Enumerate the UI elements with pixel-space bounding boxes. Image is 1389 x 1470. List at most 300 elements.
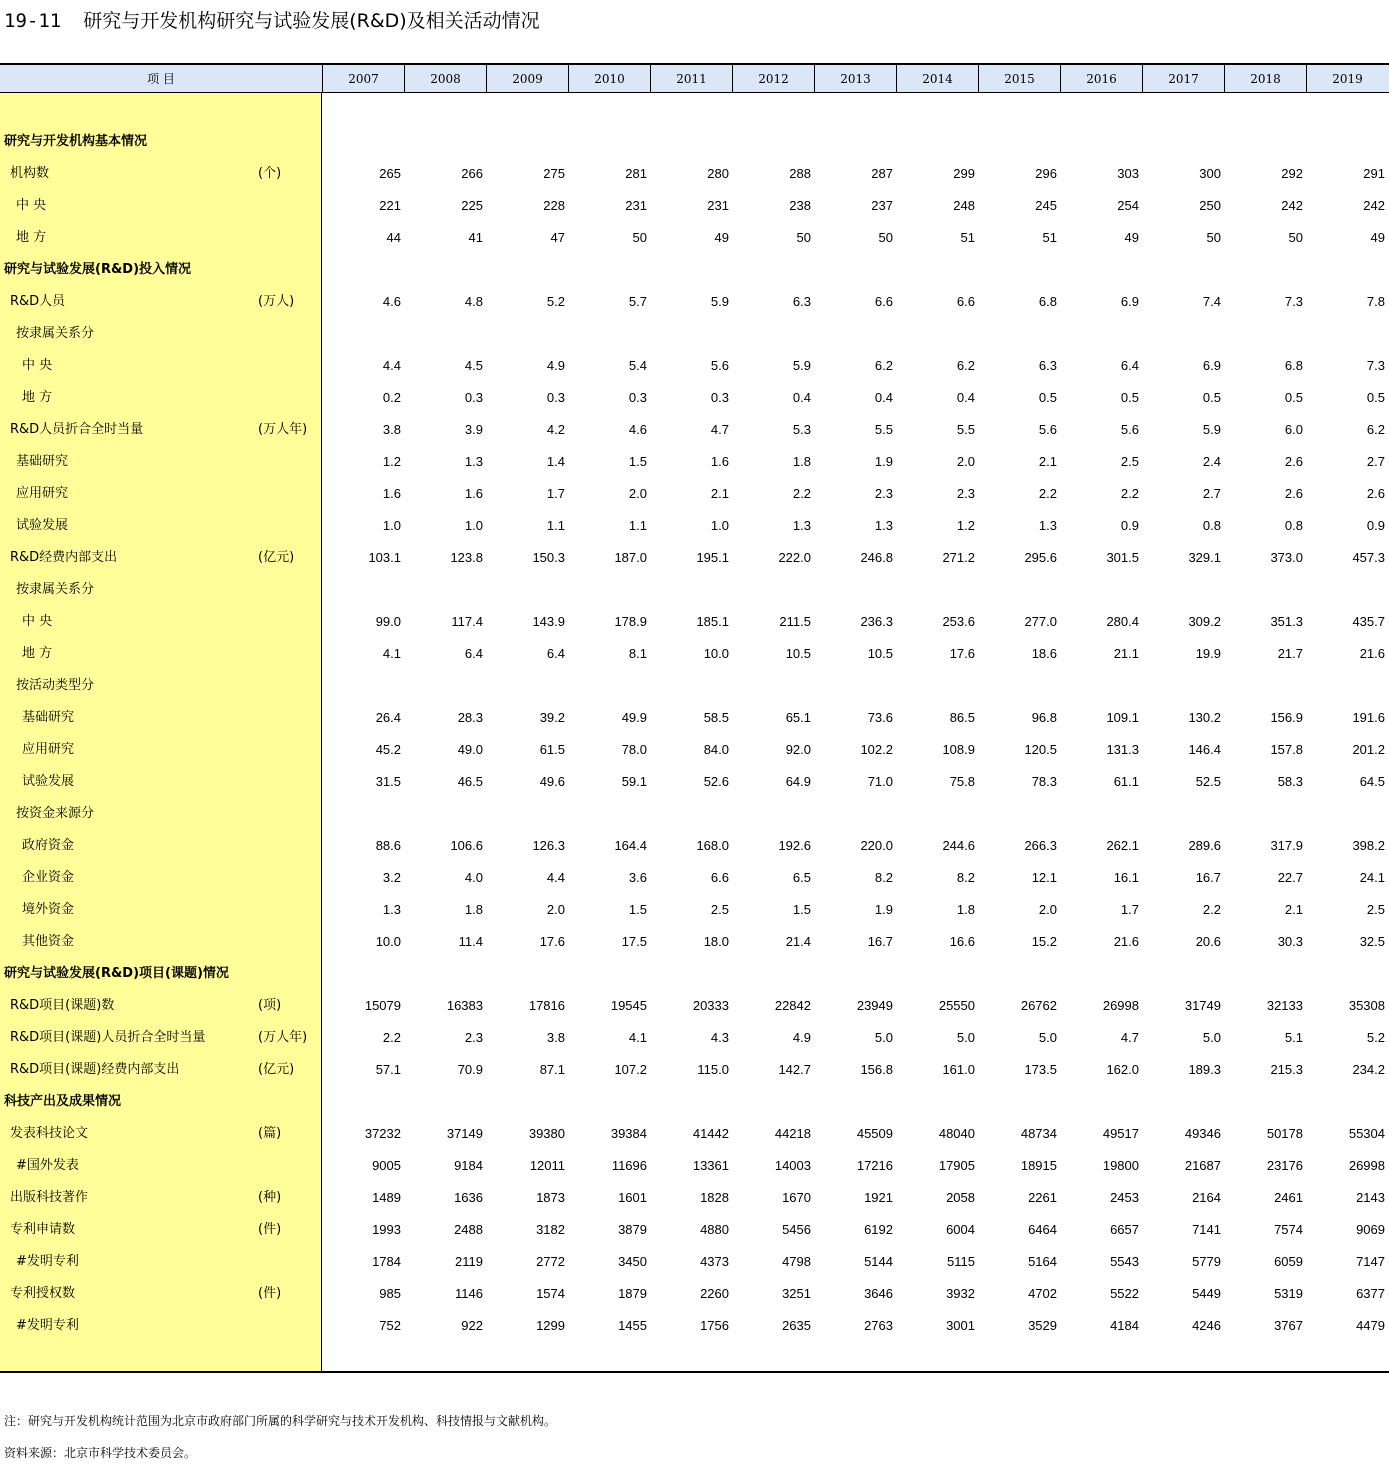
value-cell: 21.4	[785, 934, 811, 949]
value-cell: 102.2	[860, 742, 893, 757]
value-cell: 5543	[1110, 1254, 1139, 1269]
row-label: 地 方	[16, 230, 47, 245]
value-cell: 19800	[1102, 1158, 1139, 1173]
value-cell: 5.0	[1038, 1030, 1057, 1045]
value-cell: 52.6	[703, 774, 729, 789]
value-cell: 2453	[1110, 1190, 1139, 1205]
value-cell: 4.8	[464, 294, 483, 309]
value-cell: 0.3	[546, 390, 565, 405]
value-cell: 3.8	[382, 422, 401, 437]
value-cell: 75.8	[949, 774, 975, 789]
row-unit: (项)	[258, 998, 282, 1013]
value-cell: 1.9	[874, 902, 893, 917]
value-cell: 52.5	[1195, 774, 1221, 789]
value-cell: 70.9	[457, 1062, 483, 1077]
row-label: R&D项目(课题)人员折合全时当量	[10, 1030, 206, 1045]
value-cell: 275	[543, 166, 565, 181]
value-cell: 5.5	[874, 422, 893, 437]
header-year: 2010	[568, 65, 650, 93]
row-unit: (万人年)	[258, 1030, 308, 1045]
value-cell: 309.2	[1188, 614, 1221, 629]
row-label: R&D项目(课题)数	[10, 998, 115, 1013]
value-cell: 1784	[372, 1254, 401, 1269]
header-year: 2013	[814, 65, 896, 93]
value-cell: 126.3	[532, 838, 565, 853]
value-cell: 17816	[528, 998, 565, 1013]
value-cell: 5.5	[956, 422, 975, 437]
value-cell: 1873	[536, 1190, 565, 1205]
value-cell: 5.7	[628, 294, 647, 309]
value-cell: 168.0	[696, 838, 729, 853]
value-cell: 398.2	[1352, 838, 1385, 853]
value-cell: 49.9	[621, 710, 647, 725]
table-row	[0, 414, 1389, 446]
value-cell: 1636	[454, 1190, 483, 1205]
row-label: 专利申请数	[10, 1222, 76, 1237]
value-cell: 2261	[1028, 1190, 1057, 1205]
value-cell: 3001	[946, 1318, 975, 1333]
table-row	[0, 446, 1389, 478]
value-cell: 5144	[864, 1254, 893, 1269]
value-cell: 2.3	[464, 1030, 483, 1045]
value-cell: 15.2	[1031, 934, 1057, 949]
row-label: 其他资金	[22, 934, 75, 949]
value-cell: 266	[461, 166, 483, 181]
value-cell: 41442	[692, 1126, 729, 1141]
value-cell: 2.1	[1284, 902, 1303, 917]
section-label: 科技产出及成果情况	[4, 1094, 122, 1109]
value-cell: 50178	[1266, 1126, 1303, 1141]
row-label: #发明专利	[16, 1254, 79, 1269]
table-row	[0, 670, 1389, 702]
row-unit: (亿元)	[258, 550, 295, 565]
value-cell: 3646	[864, 1286, 893, 1301]
value-cell: 87.1	[539, 1062, 565, 1077]
value-cell: 4479	[1356, 1318, 1385, 1333]
section-row	[0, 958, 1389, 990]
value-cell: 0.5	[1284, 390, 1303, 405]
value-cell: 5115	[947, 1254, 975, 1269]
value-cell: 6.8	[1038, 294, 1057, 309]
value-cell: 47	[550, 230, 565, 245]
value-cell: 17.5	[621, 934, 647, 949]
value-cell: 2119	[455, 1254, 483, 1269]
row-label: #发明专利	[16, 1318, 79, 1333]
header-year: 2014	[896, 65, 978, 93]
value-cell: 2.0	[546, 902, 565, 917]
row-unit: (件)	[258, 1222, 282, 1237]
value-cell: 178.9	[614, 614, 647, 629]
value-cell: 351.3	[1270, 614, 1303, 629]
value-cell: 457.3	[1352, 550, 1385, 565]
value-cell: 1.4	[546, 454, 565, 469]
value-cell: 4.3	[710, 1030, 729, 1045]
value-cell: 164.4	[614, 838, 647, 853]
value-cell: 173.5	[1024, 1062, 1057, 1077]
value-cell: 48734	[1020, 1126, 1057, 1141]
value-cell: 1879	[618, 1286, 647, 1301]
value-cell: 1455	[618, 1318, 647, 1333]
table-header	[0, 63, 1389, 93]
value-cell: 99.0	[375, 614, 401, 629]
value-cell: 4.7	[1120, 1030, 1139, 1045]
value-cell: 187.0	[614, 550, 647, 565]
table-row	[0, 894, 1389, 926]
value-cell: 281	[625, 166, 647, 181]
value-cell: 7.4	[1202, 294, 1221, 309]
value-cell: 2772	[536, 1254, 565, 1269]
table-row	[0, 158, 1389, 190]
table-row	[0, 542, 1389, 574]
value-cell: 1.5	[628, 902, 647, 917]
value-cell: 10.0	[703, 646, 729, 661]
value-cell: 25550	[938, 998, 975, 1013]
value-cell: 0.4	[874, 390, 893, 405]
value-cell: 2.3	[956, 486, 975, 501]
value-cell: 30.3	[1277, 934, 1303, 949]
value-cell: 4.6	[382, 294, 401, 309]
value-cell: 20333	[692, 998, 729, 1013]
value-cell: 292	[1281, 166, 1303, 181]
value-cell: 1.9	[874, 454, 893, 469]
row-label: 境外资金	[22, 902, 75, 917]
value-cell: 192.6	[778, 838, 811, 853]
value-cell: 1146	[455, 1286, 483, 1301]
value-cell: 5.4	[628, 358, 647, 373]
value-cell: 265	[379, 166, 401, 181]
header-item: 项 目	[147, 72, 175, 86]
data-source: 资料来源：北京市科学技术委员会。	[4, 1446, 197, 1460]
value-cell: 244.6	[942, 838, 975, 853]
value-cell: 58.3	[1277, 774, 1303, 789]
value-cell: 5.1	[1284, 1030, 1303, 1045]
value-cell: 2.5	[1366, 902, 1385, 917]
value-cell: 51	[1042, 230, 1057, 245]
value-cell: 130.2	[1188, 710, 1221, 725]
value-cell: 6.6	[710, 870, 729, 885]
value-cell: 6.8	[1284, 358, 1303, 373]
value-cell: 0.5	[1038, 390, 1057, 405]
value-cell: 1.5	[628, 454, 647, 469]
header-year: 2008	[404, 65, 486, 93]
value-cell: 44218	[774, 1126, 811, 1141]
table-row	[0, 1182, 1389, 1214]
value-cell: 16383	[446, 998, 483, 1013]
header-year: 2019	[1306, 65, 1388, 93]
row-label: 地 方	[22, 646, 53, 661]
value-cell: 88.6	[375, 838, 401, 853]
value-cell: 71.0	[867, 774, 893, 789]
value-cell: 16.6	[949, 934, 975, 949]
value-cell: 242	[1281, 198, 1303, 213]
value-cell: 21.1	[1113, 646, 1139, 661]
table-row	[0, 1214, 1389, 1246]
section-row	[0, 126, 1389, 158]
row-label: 中 央	[22, 614, 53, 629]
table-row	[0, 734, 1389, 766]
value-cell: 11.4	[458, 934, 483, 949]
table-row	[0, 990, 1389, 1022]
value-cell: 22842	[774, 998, 811, 1013]
table-row	[0, 382, 1389, 414]
row-label: 按活动类型分	[16, 678, 95, 693]
value-cell: 5.6	[1038, 422, 1057, 437]
value-cell: 13361	[692, 1158, 729, 1173]
value-cell: 4.5	[464, 358, 483, 373]
value-cell: 6657	[1110, 1222, 1139, 1237]
value-cell: 2.6	[1284, 454, 1303, 469]
value-cell: 21.6	[1113, 934, 1139, 949]
row-label: #国外发表	[16, 1158, 79, 1173]
value-cell: 6.3	[792, 294, 811, 309]
value-cell: 1828	[700, 1190, 729, 1205]
value-cell: 253.6	[942, 614, 975, 629]
value-cell: 44	[386, 230, 401, 245]
value-cell: 1921	[864, 1190, 893, 1205]
value-cell: 92.0	[785, 742, 811, 757]
value-cell: 231	[625, 198, 647, 213]
value-cell: 2.4	[1202, 454, 1221, 469]
value-cell: 6464	[1028, 1222, 1057, 1237]
header-year: 2016	[1060, 65, 1142, 93]
table-row	[0, 318, 1389, 350]
value-cell: 1.0	[710, 518, 729, 533]
value-cell: 6.5	[792, 870, 811, 885]
value-cell: 19.9	[1195, 646, 1221, 661]
value-cell: 2461	[1274, 1190, 1303, 1205]
table-row	[0, 1246, 1389, 1278]
value-cell: 78.0	[621, 742, 647, 757]
value-cell: 6.3	[1038, 358, 1057, 373]
value-cell: 277.0	[1024, 614, 1057, 629]
row-label: 试验发展	[16, 518, 69, 533]
value-cell: 6.0	[1284, 422, 1303, 437]
value-cell: 0.3	[464, 390, 483, 405]
row-label: 按隶属关系分	[16, 326, 95, 341]
value-cell: 3251	[782, 1286, 811, 1301]
value-cell: 0.3	[710, 390, 729, 405]
value-cell: 51	[960, 230, 975, 245]
value-cell: 6.4	[546, 646, 565, 661]
value-cell: 5.9	[1202, 422, 1221, 437]
value-cell: 31.5	[375, 774, 401, 789]
table-row	[0, 190, 1389, 222]
row-unit: (万人年)	[258, 422, 308, 437]
value-cell: 4880	[700, 1222, 729, 1237]
row-label: R&D人员	[10, 294, 66, 309]
value-cell: 5522	[1110, 1286, 1139, 1301]
value-cell: 3.9	[464, 422, 483, 437]
value-cell: 245	[1035, 198, 1057, 213]
value-cell: 1.6	[710, 454, 729, 469]
value-cell: 142.7	[778, 1062, 811, 1077]
value-cell: 17216	[856, 1158, 893, 1173]
value-cell: 296	[1035, 166, 1057, 181]
value-cell: 1.8	[956, 902, 975, 917]
table-row	[0, 1278, 1389, 1310]
value-cell: 2763	[864, 1318, 893, 1333]
value-cell: 6192	[864, 1222, 893, 1237]
row-label: 应用研究	[16, 486, 69, 501]
value-cell: 4.4	[546, 870, 565, 885]
value-cell: 5164	[1028, 1254, 1057, 1269]
value-cell: 23176	[1266, 1158, 1303, 1173]
value-cell: 1.6	[382, 486, 401, 501]
table-row	[0, 1022, 1389, 1054]
value-cell: 61.1	[1113, 774, 1139, 789]
table-title	[4, 6, 540, 33]
value-cell: 2.6	[1284, 486, 1303, 501]
header-year: 2018	[1224, 65, 1306, 93]
value-cell: 236.3	[860, 614, 893, 629]
value-cell: 18.0	[703, 934, 729, 949]
value-cell: 39380	[528, 1126, 565, 1141]
value-cell: 299	[953, 166, 975, 181]
row-label: 政府资金	[22, 838, 75, 853]
value-cell: 6.2	[874, 358, 893, 373]
row-label: 试验发展	[22, 774, 75, 789]
value-cell: 156.9	[1270, 710, 1303, 725]
value-cell: 2635	[782, 1318, 811, 1333]
value-cell: 191.6	[1352, 710, 1385, 725]
value-cell: 2.7	[1202, 486, 1221, 501]
value-cell: 49	[714, 230, 729, 245]
row-unit: (个)	[258, 166, 282, 181]
value-cell: 6059	[1274, 1254, 1303, 1269]
value-cell: 0.3	[628, 390, 647, 405]
value-cell: 6.4	[1120, 358, 1139, 373]
value-cell: 922	[461, 1318, 483, 1333]
value-cell: 0.2	[382, 390, 401, 405]
value-cell: 35308	[1348, 998, 1385, 1013]
value-cell: 16.7	[867, 934, 893, 949]
value-cell: 6.2	[956, 358, 975, 373]
value-cell: 5319	[1274, 1286, 1303, 1301]
value-cell: 1.2	[956, 518, 975, 533]
table-row	[0, 1150, 1389, 1182]
value-cell: 57.1	[375, 1062, 401, 1077]
value-cell: 143.9	[532, 614, 565, 629]
value-cell: 11696	[611, 1158, 647, 1173]
value-cell: 317.9	[1270, 838, 1303, 853]
value-cell: 7141	[1192, 1222, 1221, 1237]
value-cell: 103.1	[368, 550, 401, 565]
value-cell: 3879	[618, 1222, 647, 1237]
value-cell: 32.5	[1359, 934, 1385, 949]
value-cell: 1299	[536, 1318, 565, 1333]
table-row	[0, 1054, 1389, 1086]
value-cell: 250	[1199, 198, 1221, 213]
value-cell: 15079	[364, 998, 401, 1013]
value-cell: 5449	[1192, 1286, 1221, 1301]
value-cell: 5.6	[710, 358, 729, 373]
value-cell: 46.5	[457, 774, 483, 789]
value-cell: 3529	[1028, 1318, 1057, 1333]
value-cell: 1993	[372, 1222, 401, 1237]
value-cell: 215.3	[1270, 1062, 1303, 1077]
value-cell: 2.0	[628, 486, 647, 501]
section-label: 研究与试验发展(R&D)项目(课题)情况	[4, 966, 229, 981]
table-number: 19-11	[4, 10, 62, 32]
value-cell: 1.7	[546, 486, 565, 501]
value-cell: 1489	[372, 1190, 401, 1205]
value-cell: 59.1	[621, 774, 647, 789]
row-label: R&D人员折合全时当量	[10, 422, 144, 437]
value-cell: 1.3	[792, 518, 811, 533]
value-cell: 45.2	[375, 742, 401, 757]
value-cell: 1.0	[464, 518, 483, 533]
value-cell: 157.8	[1270, 742, 1303, 757]
table-row	[0, 830, 1389, 862]
value-cell: 2.2	[1038, 486, 1057, 501]
value-cell: 4184	[1110, 1318, 1139, 1333]
section-row	[0, 1086, 1389, 1118]
value-cell: 2143	[1356, 1190, 1385, 1205]
value-cell: 4.0	[464, 870, 483, 885]
value-cell: 21687	[1184, 1158, 1221, 1173]
row-label: 基础研究	[16, 454, 69, 469]
value-cell: 1.8	[464, 902, 483, 917]
value-cell: 4.1	[382, 646, 401, 661]
value-cell: 4.1	[628, 1030, 647, 1045]
value-cell: 4798	[782, 1254, 811, 1269]
value-cell: 5.9	[710, 294, 729, 309]
value-cell: 108.9	[942, 742, 975, 757]
value-cell: 24.1	[1359, 870, 1385, 885]
row-label: 发表科技论文	[10, 1126, 89, 1141]
value-cell: 2488	[454, 1222, 483, 1237]
value-cell: 73.6	[867, 710, 893, 725]
value-cell: 303	[1117, 166, 1139, 181]
value-cell: 248	[953, 198, 975, 213]
value-cell: 6.6	[956, 294, 975, 309]
value-cell: 0.9	[1120, 518, 1139, 533]
value-cell: 1.8	[792, 454, 811, 469]
value-cell: 222.0	[778, 550, 811, 565]
value-cell: 49517	[1102, 1126, 1139, 1141]
value-cell: 26.4	[375, 710, 401, 725]
row-unit: (篇)	[258, 1126, 282, 1141]
value-cell: 287	[871, 166, 893, 181]
value-cell: 26998	[1348, 1158, 1385, 1173]
value-cell: 78.3	[1031, 774, 1057, 789]
value-cell: 49.0	[457, 742, 483, 757]
value-cell: 45509	[856, 1126, 893, 1141]
value-cell: 106.6	[450, 838, 483, 853]
value-cell: 10.0	[375, 934, 401, 949]
value-cell: 6.9	[1120, 294, 1139, 309]
value-cell: 96.8	[1031, 710, 1057, 725]
value-cell: 58.5	[703, 710, 729, 725]
value-cell: 7.3	[1284, 294, 1303, 309]
value-cell: 1601	[618, 1190, 647, 1205]
value-cell: 985	[379, 1286, 401, 1301]
value-cell: 9184	[454, 1158, 483, 1173]
value-cell: 161.0	[942, 1062, 975, 1077]
row-label: R&D经费内部支出	[10, 550, 118, 565]
value-cell: 50	[796, 230, 811, 245]
value-cell: 220.0	[860, 838, 893, 853]
value-cell: 22.7	[1277, 870, 1303, 885]
value-cell: 373.0	[1270, 550, 1303, 565]
row-unit: (亿元)	[258, 1062, 295, 1077]
value-cell: 3932	[946, 1286, 975, 1301]
value-cell: 37232	[364, 1126, 401, 1141]
value-cell: 6.6	[874, 294, 893, 309]
value-cell: 1.3	[464, 454, 483, 469]
table-row	[0, 862, 1389, 894]
row-unit: (万人)	[258, 294, 295, 309]
